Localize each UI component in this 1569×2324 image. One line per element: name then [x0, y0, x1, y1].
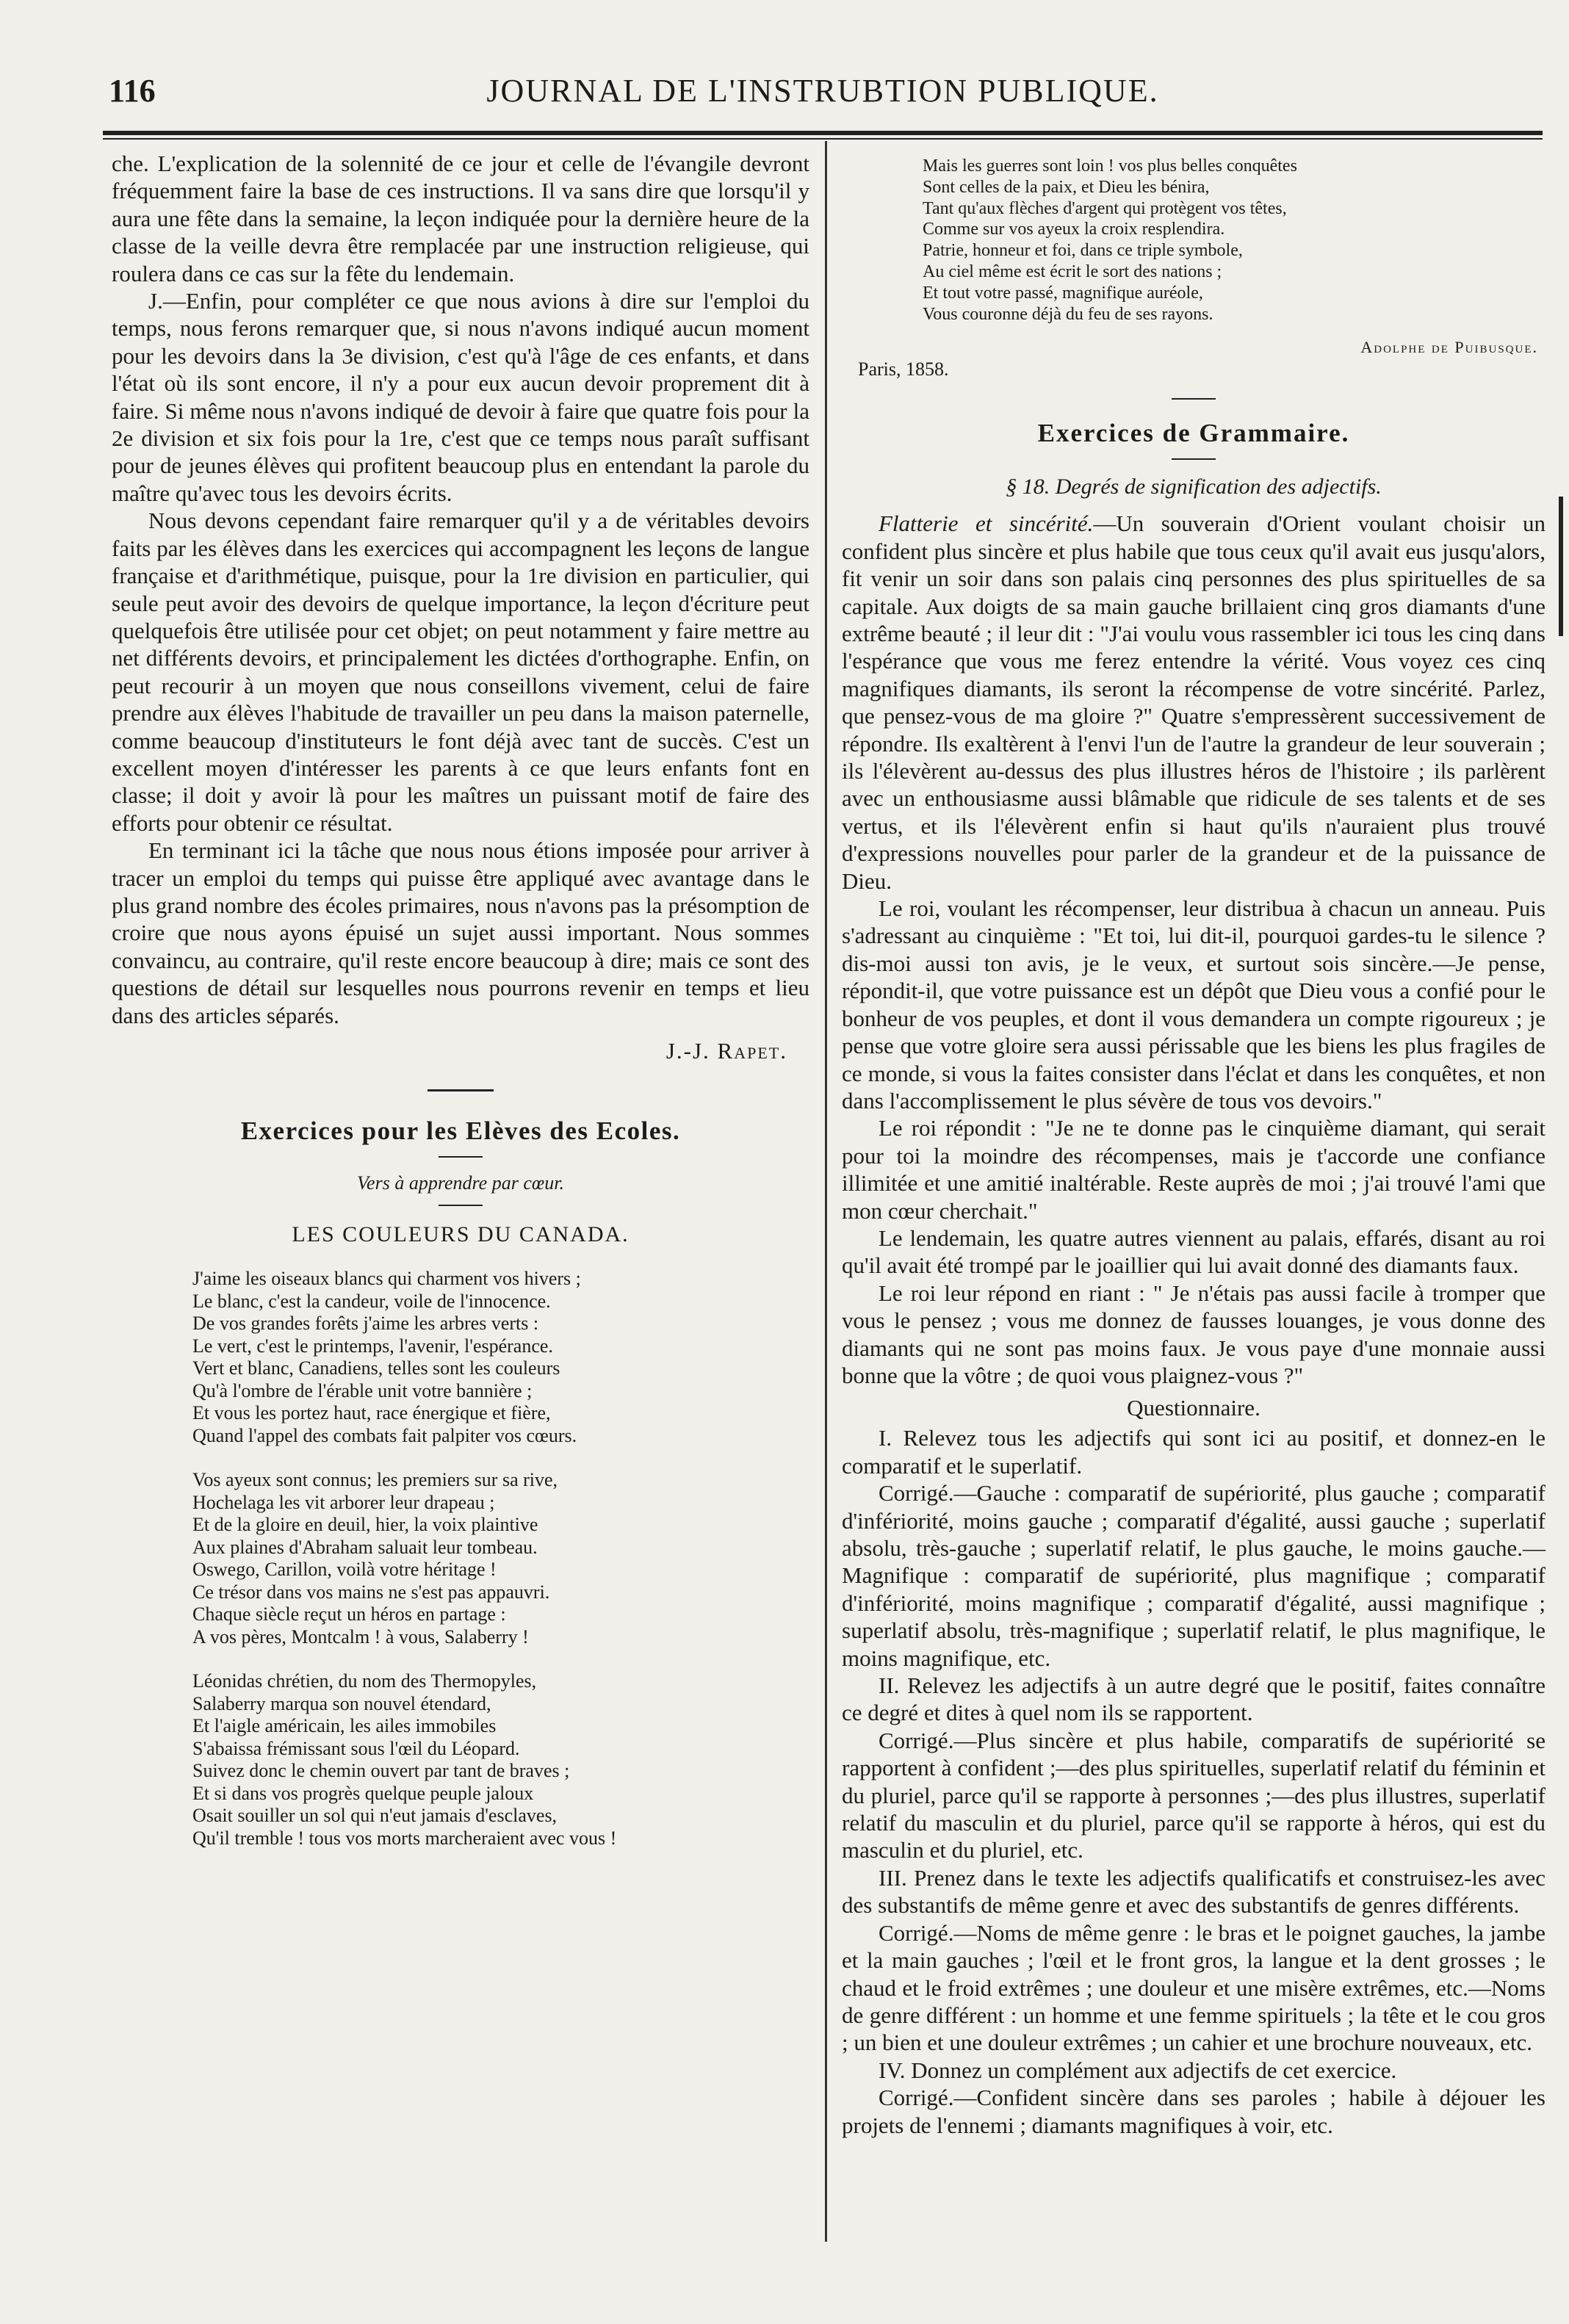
- poem-verse: Salaberry marqua son nouvel étendard,: [192, 1692, 491, 1714]
- story-paragraph: Le roi leur répond en riant : " Je n'étais pas aussi facile à tromper que vous le pensez ; vous me donnez de fausses louanges, je vous donne des diamants qui ne sont pas moins faux. Je vous paye d'une monnaie aussi bonne que la vôtre ; de quoi vous plaignez-vous ?": [842, 1280, 1545, 1388]
- grammar-section-heading: [842, 474, 1545, 499]
- question: I. Relevez tous les adjectifs qui sont ici au positif, et donnez-en le comparatif et le superlatif.: [842, 1425, 1545, 1479]
- poem-verse: S'abaissa frémissant sous l'œil du Léopard.: [192, 1737, 520, 1759]
- article-paragraph: che. L'explication de la solennité de ce jour et celle de l'évangile devront fréquemment faire la base de ces instructions. Il va sans dire que lorsqu'il y aura une fête dans la semaine, la leçon indiquée pour la dernière heure de la classe de la veille devra être remplacée par une instruction religieuse, qui roulera dans ce cas sur la fête du lendemain.: [112, 151, 809, 286]
- poem-verse: Mais les guerres sont loin ! vos plus belles conquêtes: [923, 156, 1297, 176]
- poem-verse: Hochelaga les vit arborer leur drapeau ;: [192, 1491, 495, 1513]
- subtitle-underline: [439, 1205, 483, 1206]
- poem-verse: Qu'à l'ombre de l'érable unit votre bannière ;: [192, 1379, 533, 1401]
- article-paragraph: Nous devons cependant faire remarquer qu'il y a de véritables devoirs faits par les élèves dans les exercices qui accompagnent les leçons de langue française et d'arithmétique, puisque, pour la 1re division en particulier, qui seule peut avoir des devoirs de quelque importance, la leçon d'écriture peut quelquefois être utilisée pour cet objet; on peut notamment y faire mettre au net différents devoirs, et principalement les dictées d'orthographe. Enfin, on peut recourir à un moyen que nous conseillons vivement, celui de faire prendre aux élèves l'habitude de travailler un peu dans la maison paternelle, comme beaucoup d'instituteurs le font déjà avec tant de succès. C'est un excellent moyen d'intéresser les parents à ce que leurs enfants font en classe; il doit y avoir là pour les maîtres un puissant motif de faire des efforts pour obtenir ce résultat.: [112, 508, 809, 836]
- poem-continuation: [923, 156, 1545, 325]
- poem-verse: J'aime les oiseaux blancs qui charment vos hivers ;: [192, 1268, 581, 1289]
- margin-mark: [1559, 497, 1563, 636]
- article-paragraph: J.—Enfin, pour compléter ce que nous avions à dire sur l'emploi du temps, nous ferons remarquer que, si nous n'avons indiqué aucun moment pour les devoirs dans la 3e division, c'est qu'à l'âge de ces enfants, et dans l'état où ils sont encore, il n'y a pour eux aucun devoir proprement dit à faire. Si même nous n'avons indiqué de devoir à faire que quatre fois pour la 2e division et six fois pour la 1re, c'est que ce temps nous paraît suffisant pour de jeunes élèves qui profitent beaucoup plus en entendant la parole du maître qu'avec tous les devoirs écrits.: [112, 288, 809, 506]
- poem-stanza: [192, 1268, 809, 1447]
- poem-verse: Léonidas chrétien, du nom des Thermopyles,: [192, 1670, 537, 1692]
- section-heading-text: § 18. Degrés de signification des adjectifs.: [1006, 474, 1382, 499]
- poem-verse: Osait souiller un sol qui n'eut jamais d'esclaves,: [192, 1805, 558, 1826]
- questionnaire-title: Questionnaire.: [1127, 1395, 1260, 1421]
- poem-verse: Comme sur vos ayeux la croix resplendira.: [923, 220, 1225, 239]
- story-text: —Un souverain d'Orient voulant choisir un confident plus sincère et plus habile que tous ceux qu'il avait eus jusqu'alors, fit venir un soir dans son palais cinq personnes des plus spirituelles de sa capitale. Aux doigts de sa main gauche brillaient cinq gros diamants d'une extrême beauté ; il leur dit : "J'ai voulu vous rassembler ici tous les cinq dans l'espérance que vous me ferez entendre la vérité. Vous voyez ces cinq magnifiques diamants, ils seront la récompense de votre sincérité. Parlez, que pensez-vous de ma gloire ?" Quatre s'empressèrent successivement de répondre. Ils exaltèrent à l'envi l'un de l'autre la grandeur de leur souverain ; ils l'élevèrent au-dessus des plus illustres héros de l'histoire ; ils parlèrent avec un enthousiasme aussi blâmable que ridicule de ses talents et de ses vertus, et ils l'élevèrent enfin si haut qu'ils n'auraient plus trouvé d'expressions nouvelles pour parler de la grandeur et de la puissance de Dieu.: [842, 510, 1545, 894]
- poem-stanza: [192, 1469, 809, 1648]
- answer: Corrigé.—Confident sincère dans ses paroles ; habile à déjouer les projets de l'ennemi ; diamants magnifiques à voir, etc.: [842, 2085, 1545, 2138]
- poem-verse: Vert et blanc, Canadiens, telles sont les couleurs: [192, 1357, 560, 1379]
- poem-verse: Qu'il tremble ! tous vos morts marcheraient avec vous !: [192, 1827, 617, 1849]
- header-double-rule: [103, 131, 1543, 140]
- poem-verse: A vos pères, Montcalm ! à vous, Salaberry !: [192, 1625, 529, 1648]
- article-paragraph: En terminant ici la tâche que nous nous étions imposée pour arriver à tracer un emploi du temps qui puisse être appliqué avec avantage dans le plus grand nombre des écoles primaires, nous n'avons pas la présomption de croire que nous ayons épuisé un sujet aussi important. Nous sommes convaincu, au contraire, qu'il reste encore beaucoup à dire; mais ce sont des questions de détail sur lesquelles nous pourrons revenir en temps et lieu dans des articles séparés.: [112, 837, 809, 1028]
- question: IV. Donnez un complément aux adjectifs de cet exercice.: [879, 2057, 1397, 2083]
- poem-verse: De vos grandes forêts j'aime les arbres verts :: [192, 1313, 539, 1334]
- section-separator: [428, 1089, 494, 1091]
- story-paragraph: Le lendemain, les quatre autres viennent au palais, effarés, disant au roi qu'il avait été trompé par le joaillier qui lui avait donné des diamants faux.: [842, 1224, 1545, 1279]
- poem-title: LES COULEURS DU CANADA.: [292, 1222, 630, 1246]
- poem-verse: Chaque siècle reçut un héros en partage :: [192, 1603, 506, 1625]
- poem-verse: Tant qu'aux flèches d'argent qui protègent vos têtes,: [923, 198, 1287, 218]
- column-divider: [825, 141, 827, 2242]
- poem-verse: Ce trésor dans vos mains ne s'est pas appauvri.: [192, 1581, 550, 1603]
- story-paragraph: Le roi répondit : "Je ne te donne pas le cinquième diamant, qui serait pour toi la moindre des récompenses, mais je t'accorde une confiance illimitée et une amitié inaltérable. Reste auprès de moi ; j'ai trouvé l'ami que mon cœur cherchait.": [842, 1115, 1545, 1224]
- story-paragraph: Le roi, voulant les récompenser, leur distribua à chacun un anneau. Puis s'adressant au cinquième : "Et toi, lui dit-il, pourquoi gardes-tu le silence ? dis-moi aussi ton avis, je le veux, et surtout sois sincère.—Je pense, répondit-il, que votre puissance est un dépôt que Dieu vous a confié pour le bonheur de vos peuples, et dont il vous demandera un compte rigoureux ; je pense que votre gloire sera aussi périssable que les biens les plus fragiles de ce monde, si vous la faites consister dans l'éclat et dans les conquêtes, et non dans l'accomplissement le plus sévère de tous vos devoirs.": [842, 895, 1545, 1114]
- question: II. Relevez les adjectifs à un autre degré que le positif, faites connaître ce degré et dites à quel nom ils se rapportent.: [842, 1672, 1545, 1726]
- poem-verse: Quand l'appel des combats fait palpiter vos cœurs.: [192, 1424, 577, 1446]
- poem-footer: [842, 329, 1545, 388]
- poem-verse: Suivez donc le chemin ouvert par tant de braves ;: [192, 1760, 570, 1781]
- poem-verse: Vous couronne déjà du feu de ses rayons.: [923, 304, 1213, 324]
- poem-verse: Au ciel même est écrit le sort des nations ;: [923, 261, 1222, 281]
- right-column: [842, 150, 1545, 2139]
- poem-verse: Vos ayeux sont connus; les premiers sur sa rive,: [192, 1469, 558, 1490]
- story-paragraph: [842, 510, 1545, 895]
- poem-stanza: [192, 1670, 809, 1850]
- page-header: [103, 68, 1543, 126]
- poem-verse: Oswego, Carillon, voilà votre héritage !: [192, 1559, 497, 1580]
- title-underline: [1172, 458, 1216, 460]
- poem-verse: Sont celles de la paix, et Dieu les bénira,: [923, 177, 1210, 197]
- title-underline: [439, 1156, 483, 1158]
- exercises-subtitle: Vers à apprendre par cœur.: [357, 1172, 564, 1194]
- poem-verse: Et si dans vos progrès quelque peuple jaloux: [192, 1782, 534, 1804]
- poem-verse: Aux plaines d'Abraham saluait leur tombeau.: [192, 1536, 538, 1558]
- section-separator: [1172, 398, 1216, 400]
- article-signature: J.-J. Rapet.: [666, 1038, 787, 1064]
- poem-verse: Le blanc, c'est la candeur, voile de l'innocence.: [192, 1290, 551, 1312]
- left-column: [112, 150, 809, 1872]
- answer: Corrigé.—Gauche : comparatif de supériorité, plus gauche ; comparatif d'infériorité, moins gauche ; comparatif d'égalité, aussi gauche ; superlatif absolu, très-gauche ; superlatif relatif, le plus gauche, le moins gauche.—Magnifique : comparatif de supériorité, plus magnifique ; comparatif d'infériorité, moins magnifique ; comparatif d'égalité, aussi magnifique ; superlatif absolu, très-magnifique ; superlatif relatif, le plus magnifique, le moins magnifique, etc.: [842, 1480, 1545, 1671]
- answer: Corrigé.—Noms de même genre : le bras et le poignet gauches, la jambe et la main gauches ; l'œil et le front gros, la langue et la dent grosses ; le chaud et le froid extrêmes ; une douleur et une misère extrêmes, etc.—Noms de genre différent : un homme et une femme spirituels ; la tête et le cou gros ; un bien et une douleur extrêmes ; un cahier et une brochure nouveaux, etc.: [842, 1919, 1545, 2056]
- exercises-section-title: Exercices pour les Elèves des Ecoles.: [240, 1116, 681, 1145]
- poem-verse: Patrie, honneur et foi, dans ce triple symbole,: [923, 241, 1243, 261]
- poem-verse: Et tout votre passé, magnifique auréole,: [923, 283, 1203, 303]
- poem-verse: Et de la gloire en deuil, hier, la voix plaintive: [192, 1514, 538, 1535]
- grammar-section-title: Exercices de Grammaire.: [1037, 419, 1350, 448]
- poem-author: Adolphe de Puibusque.: [1360, 338, 1538, 357]
- poem-verse: Le vert, c'est le printemps, l'avenir, l'espérance.: [192, 1335, 553, 1357]
- story-lead: Flatterie et sincérité.: [879, 510, 1094, 537]
- question: III. Prenez dans le texte les adjectifs qualificatifs et construisez-les avec des substantifs de même genre et avec des substantifs de genres différents.: [842, 1864, 1545, 1919]
- page-number: 116: [109, 73, 156, 109]
- poem-verse: Et l'aigle américain, les ailes immobiles: [192, 1715, 497, 1736]
- answer: Corrigé.—Plus sincère et plus habile, comparatifs de supériorité se rapportent à confident ;—des plus spirituelles, superlatif relatif du féminin et du pluriel, parce qu'il se rapporte à personnes ;—des plus illustres, superlatif relatif du masculin et du pluriel, parce qu'il se rapporte à héros, qui est du masculin et du pluriel, etc.: [842, 1727, 1545, 1863]
- poem-place-date: Paris, 1858.: [858, 358, 949, 380]
- poem-verse: Et vous les portez haut, race énergique et fière,: [192, 1402, 551, 1423]
- journal-title: JOURNAL DE L'INSTRUBTION PUBLIQUE.: [486, 73, 1159, 109]
